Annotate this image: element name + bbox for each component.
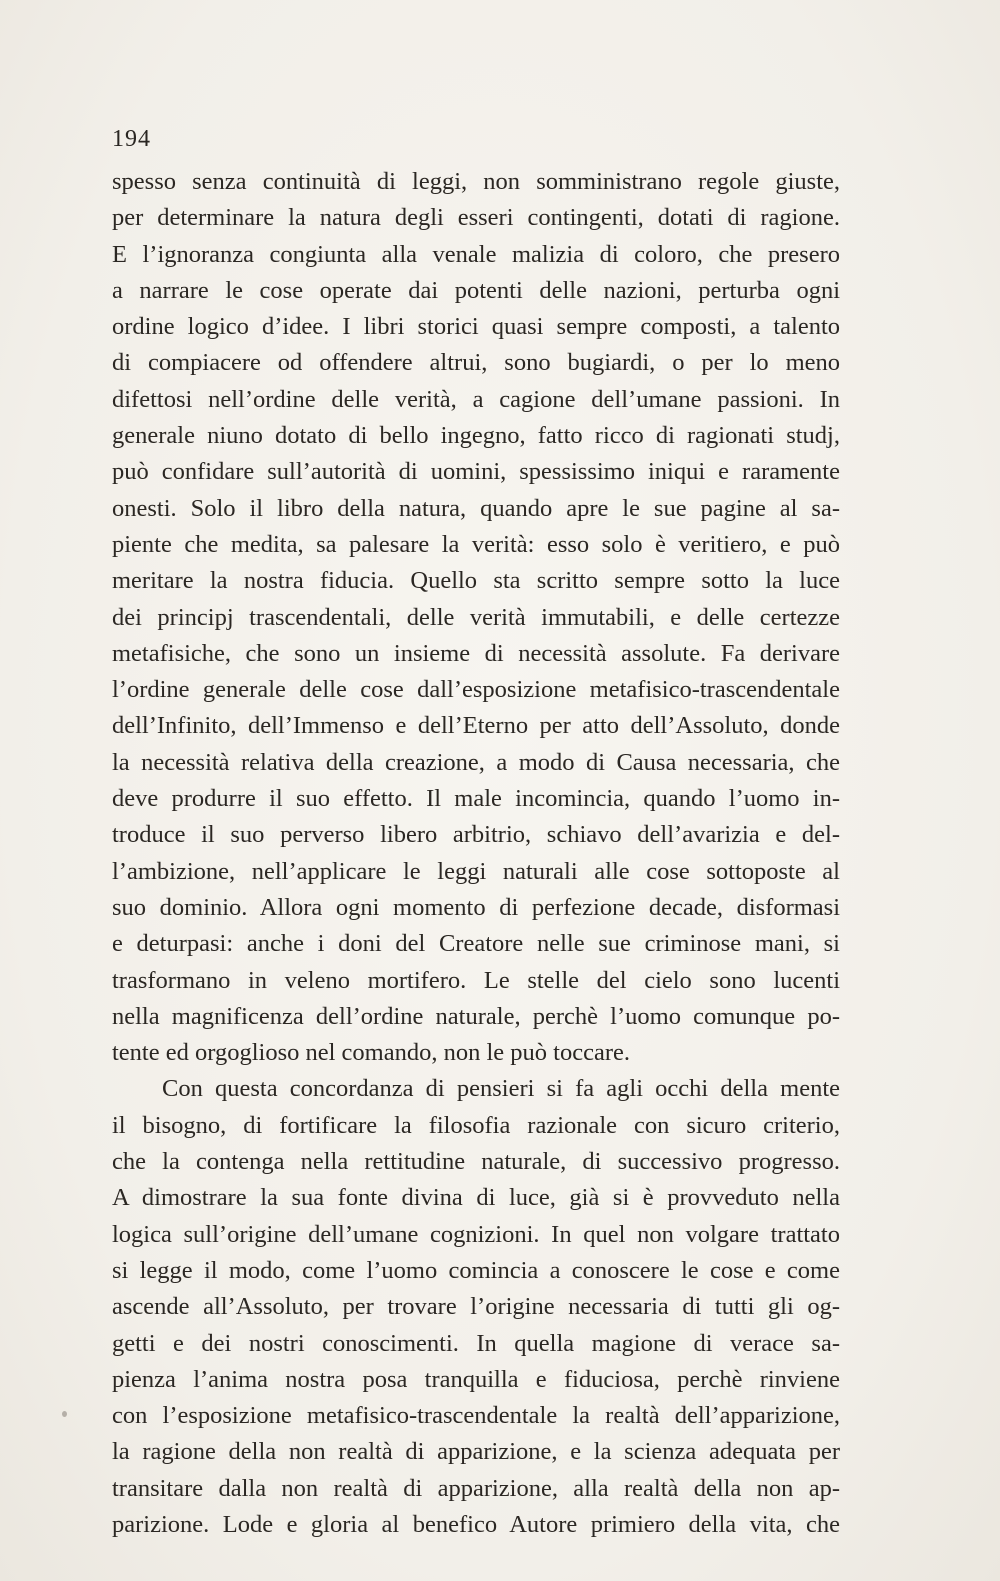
text-line: ascende all’Assoluto, per trovare l’origine necessaria di tutti gli og- bbox=[112, 1293, 840, 1321]
text-line: piente che medita, sa palesare la verità: esso solo è veritiero, e può bbox=[112, 530, 840, 558]
body-text bbox=[112, 164, 840, 1543]
text-line: ordine logico d’idee. I libri storici quasi sempre composti, a talento bbox=[112, 313, 840, 341]
text-line: A dimostrare la sua fonte divina di luce, già si è provveduto nella bbox=[112, 1184, 840, 1212]
text-line: e deturpasi: anche i doni del Creatore nelle sue criminose mani, si bbox=[112, 930, 840, 958]
text-line: la ragione della non realtà di apparizione, e la scienza adequata per bbox=[112, 1438, 840, 1466]
text-line: nella magnificenza dell’ordine naturale, perchè l’uomo comunque po- bbox=[112, 1002, 840, 1030]
paper-speck bbox=[62, 1411, 67, 1417]
text-line: dei principj trascendentali, delle verità immutabili, e delle certezze bbox=[112, 603, 840, 631]
text-line: spesso senza continuità di leggi, non somministrano regole giuste, bbox=[112, 168, 840, 195]
text-line: deve produrre il suo effetto. Il male incomincia, quando l’uomo in- bbox=[112, 785, 840, 813]
text-line: suo dominio. Allora ogni momento di perfezione decade, disformasi bbox=[112, 893, 840, 921]
page-number: 194 bbox=[112, 126, 151, 152]
text-line: di compiacere od offendere altrui, sono bugiardi, o per lo meno bbox=[112, 349, 840, 377]
text-line: si legge il modo, come l’uomo comincia a conoscere le cose e come bbox=[112, 1256, 840, 1284]
text-line: E l’ignoranza congiunta alla venale malizia di coloro, che presero bbox=[112, 240, 840, 268]
text-line: getti e dei nostri conoscimenti. In quella magione di verace sa- bbox=[112, 1329, 840, 1357]
text-line: a narrare le cose operate dai potenti delle nazioni, perturba ogni bbox=[112, 276, 840, 304]
text-line: parizione. Lode e gloria al benefico Autore primiero della vita, che bbox=[112, 1510, 840, 1538]
text-line: troduce il suo perverso libero arbitrio, schiavo dell’avarizia e del- bbox=[112, 821, 840, 849]
text-line: con l’esposizione metafisico-trascendentale la realtà dell’apparizione, bbox=[112, 1402, 840, 1430]
text-line: pienza l’anima nostra posa tranquilla e fiduciosa, perchè rinviene bbox=[112, 1365, 840, 1393]
text-line: che la contenga nella rettitudine naturale, di successivo progresso. bbox=[112, 1148, 840, 1176]
paragraph-start-line: Con questa concordanza di pensieri si fa agli occhi della mente bbox=[162, 1075, 840, 1103]
text-line: meritare la nostra fiducia. Quello sta scritto sempre sotto la luce bbox=[112, 567, 840, 595]
text-line: per determinare la natura degli esseri contingenti, dotati di ragione. bbox=[112, 204, 840, 232]
text-line: l’ordine generale delle cose dall’esposizione metafisico-trascendentale bbox=[112, 676, 840, 704]
text-line: il bisogno, di fortificare la filosofia razionale con sicuro criterio, bbox=[112, 1111, 840, 1139]
text-line: l’ambizione, nell’applicare le leggi naturali alle cose sottoposte al bbox=[112, 857, 840, 885]
text-line: può confidare sull’autorità di uomini, spessissimo iniqui e raramente bbox=[112, 458, 840, 486]
text-line: logica sull’origine dell’umane cognizioni. In quel non volgare trattato bbox=[112, 1220, 840, 1248]
text-line: onesti. Solo il libro della natura, quando apre le sue pagine al sa- bbox=[112, 494, 840, 522]
text-line: generale niuno dotato di bello ingegno, fatto ricco di ragionati studj, bbox=[112, 422, 840, 450]
text-line: la necessità relativa della creazione, a modo di Causa necessaria, che bbox=[112, 748, 840, 776]
text-line: dell’Infinito, dell’Immenso e dell’Eterno per atto dell’Assoluto, donde bbox=[112, 712, 840, 740]
text-line: difettosi nell’ordine delle verità, a cagione dell’umane passioni. In bbox=[112, 385, 840, 413]
paragraph-end-line: tente ed orgoglioso nel comando, non le può toccare. bbox=[112, 1039, 630, 1067]
text-line: trasformano in veleno mortifero. Le stelle del cielo sono lucenti bbox=[112, 966, 840, 994]
text-line: transitare dalla non realtà di apparizione, alla realtà della non ap- bbox=[112, 1474, 840, 1502]
text-line: metafisiche, che sono un insieme di necessità assolute. Fa derivare bbox=[112, 639, 840, 667]
